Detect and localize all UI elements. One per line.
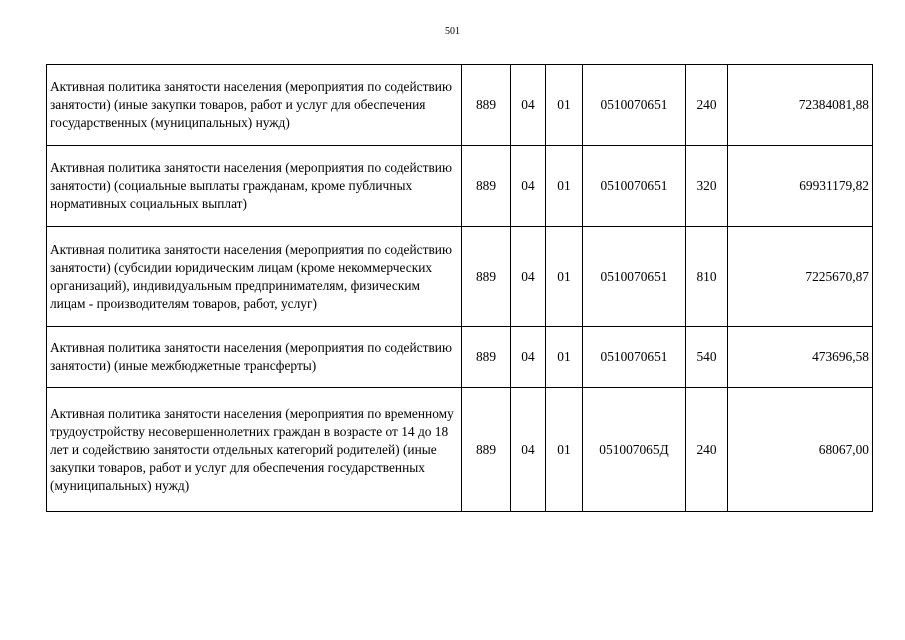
subsection-code: 01 (546, 227, 583, 327)
subsection-code: 01 (546, 146, 583, 227)
expense-type-code: 240 (686, 388, 728, 512)
table-row (47, 227, 873, 327)
section-code: 04 (511, 65, 546, 146)
section-code: 04 (511, 227, 546, 327)
expense-type-code: 810 (686, 227, 728, 327)
expense-type-code: 320 (686, 146, 728, 227)
expense-type-code: 540 (686, 327, 728, 388)
amount: 72384081,88 (728, 65, 873, 146)
subsection-code: 01 (546, 388, 583, 512)
subsection-code: 01 (546, 65, 583, 146)
budget-table (46, 64, 873, 512)
row-description: Активная политика занятости населения (мероприятия по содействию занятости) (иные закупки товаров, работ и услуг для обеспечения государственных (муниципальных) нужд) (47, 65, 462, 146)
subsection-code: 01 (546, 327, 583, 388)
ministry-code: 889 (462, 388, 511, 512)
ministry-code: 889 (462, 227, 511, 327)
table-row (47, 388, 873, 512)
page-number: 501 (445, 26, 460, 37)
target-article-code: 0510070651 (583, 227, 686, 327)
table-row (47, 146, 873, 227)
ministry-code: 889 (462, 146, 511, 227)
expense-type-code: 240 (686, 65, 728, 146)
target-article-code: 0510070651 (583, 65, 686, 146)
ministry-code: 889 (462, 65, 511, 146)
amount: 473696,58 (728, 327, 873, 388)
section-code: 04 (511, 388, 546, 512)
target-article-code: 0510070651 (583, 327, 686, 388)
table-row (47, 65, 873, 146)
amount: 68067,00 (728, 388, 873, 512)
table-row (47, 327, 873, 388)
section-code: 04 (511, 327, 546, 388)
target-article-code: 0510070651 (583, 146, 686, 227)
amount: 7225670,87 (728, 227, 873, 327)
section-code: 04 (511, 146, 546, 227)
row-description: Активная политика занятости населения (мероприятия по содействию занятости) (социальные выплаты гражданам, кроме публичных нормативных социальных выплат) (47, 146, 462, 227)
row-description: Активная политика занятости населения (мероприятия по содействию занятости) (субсидии юридическим лицам (кроме некоммерческих организаций), индивидуальным предпринимателям, физическим лицам - производителям товаров, работ, услуг) (47, 227, 462, 327)
target-article-code: 051007065Д (583, 388, 686, 512)
amount: 69931179,82 (728, 146, 873, 227)
row-description: Активная политика занятости населения (мероприятия по временному трудоустройству несовершеннолетних граждан в возрасте от 14 до 18 лет и содействию занятости отдельных категорий родителей) (иные закупки товаров, работ и услуг для обеспечения государственных (муниципальных) нужд) (47, 388, 462, 512)
ministry-code: 889 (462, 327, 511, 388)
row-description: Активная политика занятости населения (мероприятия по содействию занятости) (иные межбюджетные трансферты) (47, 327, 462, 388)
